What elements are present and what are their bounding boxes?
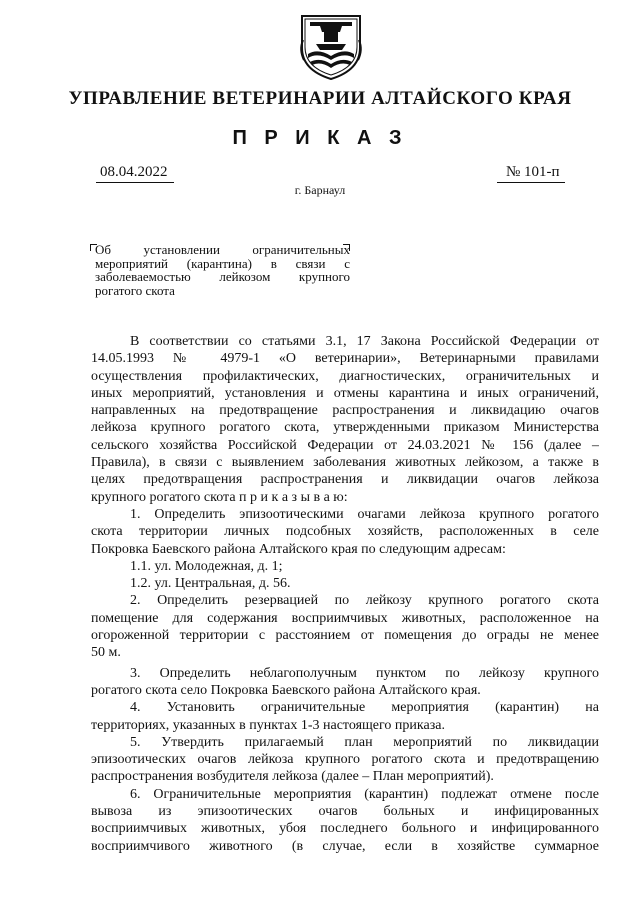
- body-line: помещение для содержания восприимчивых животных, расположенное на: [91, 610, 599, 626]
- body-line: лейкоза крупного рогатого скота, утвержденными приказом Министерства: [91, 420, 599, 436]
- city: г. Барнаул: [294, 183, 346, 197]
- document-type: П Р И К А З: [232, 127, 408, 149]
- body-line: рогатого скота село Покровка Баевского района Алтайского края.: [91, 682, 481, 698]
- subject-line: мероприятий (карантина) в связи с: [95, 255, 350, 271]
- body-line: направленных на предотвращение распространения и ликвидацию очагов: [91, 403, 599, 419]
- order-number: № 101-п: [506, 164, 560, 180]
- organization-title: УПРАВЛЕНИЕ ВЕТЕРИНАРИИ АЛТАЙСКОГО КРАЯ: [68, 88, 572, 109]
- body-line: 1. Определить эпизоотическими очагами лейкоза крупного рогатого: [130, 506, 599, 522]
- body-line: крупного рогатого скота п р и к а з ы в а ю:: [91, 489, 348, 505]
- body-line: вывоза из эпизоотических очагов больных и инфицированных: [91, 804, 599, 820]
- body-line: Покровка Баевского района Алтайского края по следующим адресам:: [91, 541, 506, 557]
- subject-line: Об установлении ограничительных: [95, 242, 350, 257]
- body-line: осуществления профилактических, диагностических, ограничительных и: [91, 368, 599, 384]
- body-line: иных мероприятий, установления и отмены карантина и иных ограничений,: [91, 385, 599, 401]
- body-line: распространения возбудителя лейкоза (далее – План мероприятий).: [91, 769, 494, 785]
- order-body: [91, 333, 599, 855]
- subject-line: рогатого скота: [95, 282, 175, 298]
- body-line: 14.05.1993 № 4979-1 «О ветеринарии», Ветеринарными правилами: [91, 351, 599, 367]
- body-line: эпизоотических очагов лейкоза крупного рогатого скота и предотвращению: [91, 752, 599, 768]
- body-line: 5. Утвердить прилагаемый план мероприятий по ликвидации: [130, 734, 599, 750]
- body-line: огороженной территории с расстоянием от помещения до ограды не менее: [91, 628, 599, 644]
- body-line: 50 м.: [91, 645, 121, 661]
- body-line: В соответствии со статьями 3.1, 17 Закона Российской Федерации от: [130, 334, 599, 349]
- body-line: 1.2. ул. Центральная, д. 56.: [130, 576, 291, 592]
- body-line: скота территории личных подсобных хозяйств, расположенных в селе: [91, 524, 599, 540]
- altai-krai-emblem-icon: [296, 10, 366, 82]
- body-line: 4. Установить ограничительные мероприятия (карантин) на: [130, 700, 599, 716]
- body-line: сельского хозяйства Российской Федерации от 24.03.2021 № 156 (далее –: [91, 437, 599, 453]
- body-line: восприимчивых животных, убоя последнего больного и инфицированного: [91, 821, 599, 837]
- body-line: восприимчивого животного (в случае, если в хозяйстве суммарное: [91, 838, 599, 854]
- order-date: 08.04.2022: [100, 164, 168, 180]
- body-line: 6. Ограничительные мероприятия (карантин) подлежат отмене после: [130, 786, 599, 802]
- body-line: 3. Определить неблагополучным пунктом по лейкозу крупного: [130, 665, 599, 681]
- body-line: целях предотвращения распространения и ликвидации очагов лейкоза: [91, 472, 599, 488]
- body-line: 2. Определить резервацией по лейкозу крупного рогатого скота: [130, 593, 599, 609]
- body-line: территориях, указанных в пунктах 1-3 настоящего приказа.: [91, 717, 445, 733]
- body-line: 1.1. ул. Молодежная, д. 1;: [130, 558, 283, 574]
- body-line: Правила), в связи с выявлением заболевания животных лейкозом, а также в: [91, 455, 599, 471]
- order-subject: [95, 243, 350, 297]
- subject-line: заболеваемостью лейкозом крупного: [95, 269, 350, 284]
